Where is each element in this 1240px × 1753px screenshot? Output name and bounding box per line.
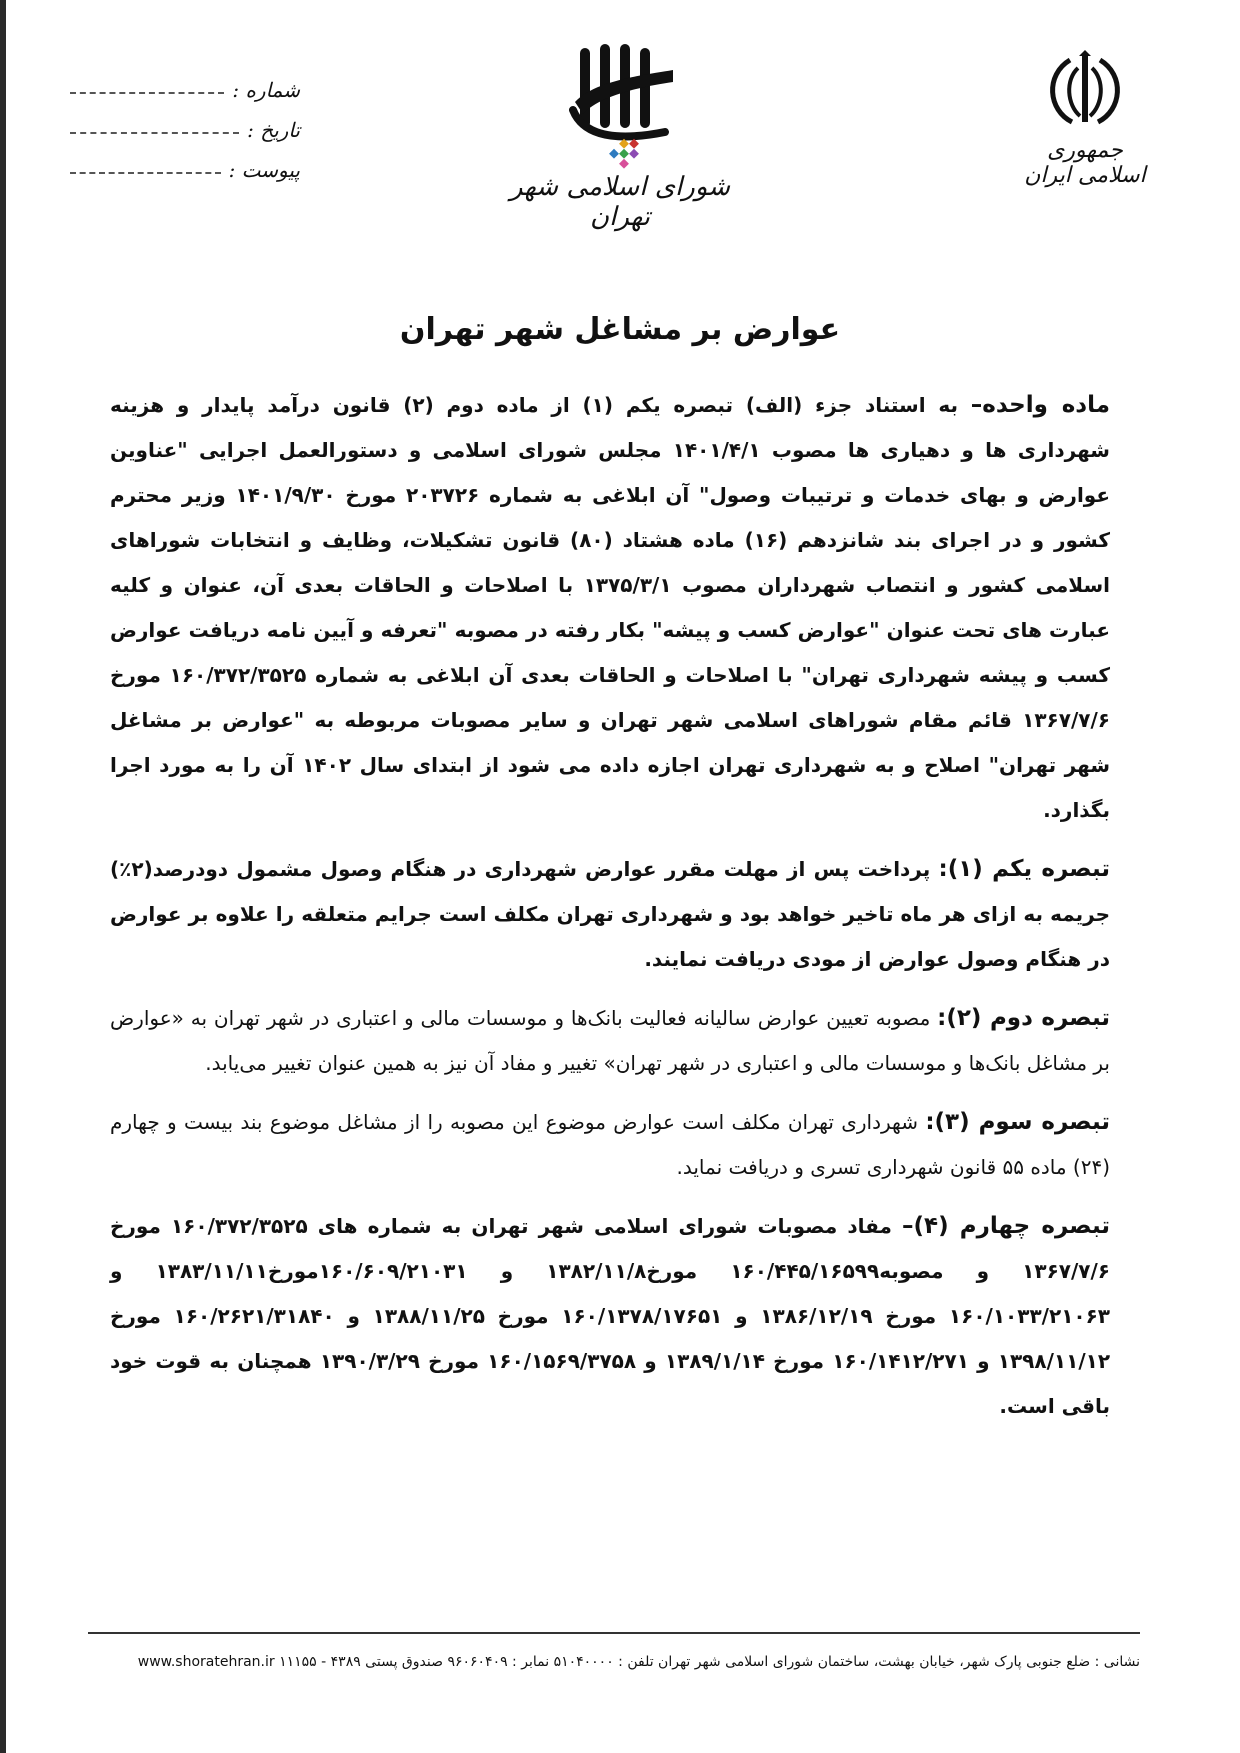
paragraph-text: مصوبه تعیین عوارض سالیانه فعالیت بانک‌ها و موسسات مالی و اعتباری در شهر تهران به «عوارض بر مشاغل بانک‌ها و موسسات مالی و اعتباری در شهر تهران» تغییر و مفاد آن نیز به همین عنوان تغییر می‌یابد. [110,1006,1110,1075]
note-4-paragraph [110,1204,1110,1429]
paragraph-heading: تبصره دوم (۲): [937,1005,1110,1031]
council-name: شورای اسلامی شهر تهران [509,172,731,232]
document-title: عوارض بر مشاغل شهر تهران [399,312,841,347]
note-2-paragraph [110,996,1110,1086]
document-body [110,383,1110,1443]
paragraph-heading: ماده واحده– [970,392,1110,418]
attachment-field [70,172,221,174]
paragraph-heading: تبصره چهارم (۴)– [902,1213,1110,1239]
date-row [70,110,300,150]
emblem-caption: جمهوری اسلامی ایران [1024,138,1146,188]
date-field [70,132,239,134]
council-logo-icon [555,40,685,170]
iran-emblem-icon [1040,50,1130,130]
iran-emblem [1010,50,1160,188]
number-label: شماره : [232,78,300,102]
council-logo [500,40,740,240]
paragraph-heading: تبصره یکم (۱): [938,856,1110,882]
letter-meta [70,70,300,190]
attachment-row [70,150,300,190]
scan-edge [0,0,6,1753]
paragraph-text: شهرداری تهران مکلف است عوارض موضوع این مصوبه را از مشاغل موضوع بند بیست و چهارم (۲۴) ماده ۵۵ قانون شهرداری تسری و دریافت نماید. [110,1110,1110,1179]
number-row [70,70,300,110]
note-1-paragraph [110,847,1110,982]
footer-address: نشانی : ضلع جنوبی پارک شهر، خیابان بهشت، ساختمان شورای اسلامی شهر تهران تلفن : ۵۱۰۴۰۰۰۰ نمابر : ۹۶۰۶۰۴۰۹ صندوق پستی ۴۳۸۹ - ۱۱۱۵۵ www.shoratehran.ir [137,1654,1140,1670]
footer-divider [88,1632,1140,1634]
attachment-label: پیوست : [228,158,300,182]
number-field [70,92,224,94]
paragraph-text: مفاد مصوبات شورای اسلامی شهر تهران به شماره های ۱۶۰/۳۷۲/۳۵۲۵ مورخ ۱۳۶۷/۷/۶ و مصوبه۱۶۰/۴۴۵/۱۶۵۹۹ مورخ۱۳۸۲/۱۱/۸ و ۱۶۰/۶۰۹/۲۱۰۳۱مورخ۱۳۸۳/۱۱/۱۱ و ۱۶۰/۱۰۳۳/۲۱۰۶۳ مورخ ۱۳۸۶/۱۲/۱۹ و ۱۶۰/۱۳۷۸/۱۷۶۵۱ مورخ ۱۳۸۸/۱۱/۲۵ و ۱۶۰/۲۶۲۱/۳۱۸۴۰ مورخ ۱۳۹۸/۱۱/۱۲ و ۱۶۰/۱۴۱۲/۲۷۱ مورخ ۱۳۸۹/۱/۱۴ و ۱۶۰/۱۵۶۹/۳۷۵۸ مورخ ۱۳۹۰/۳/۲۹ همچنان به قوت خود باقی است. [110,1214,1111,1418]
article-paragraph [110,383,1110,833]
date-label: تاریخ : [247,118,300,142]
paragraph-text: به استناد جزء (الف) تبصره یکم (۱) از ماده دوم (۲) قانون درآمد پایدار و هزینه شهرداری ها و دهیاری ها مصوب ۱۴۰۱/۴/۱ مجلس شورای اسلامی و دستورالعمل اجرایی "عناوین عوارض و بهای خدمات و ترتیبات وصول" آن ابلاغی به شماره ۲۰۳۷۲۶ مورخ ۱۴۰۱/۹/۳۰ وزیر محترم کشور و در اجرای بند شانزدهم (۱۶) ماده هشتاد (۸۰) قانون تشکیلات، وظایف و انتخابات شوراهای اسلامی کشور و انتصاب شهرداران مصوب ۱۳۷۵/۳/۱ با اصلاحات و الحاقات بعدی آن، عنوان و کلیه عبارت های تحت عنوان "عوارض کسب و پیشه" بکار رفته در مصوبه "تعرفه و آیین نامه دریافت عوارض کسب و پیشه شهرداری تهران" با اصلاحات و الحاقات بعدی آن ابلاغی به شماره ۱۶۰/۳۷۲/۳۵۲۵ مورخ ۱۳۶۷/۷/۶ قائم مقام شوراهای اسلامی شهر تهران و سایر مصوبات مربوطه به "عوارض بر مشاغل شهر تهران" اصلاح و به شهرداری تهران اجازه داده می شود از ابتدای سال ۱۴۰۲ آن را به مورد اجرا بگذارد. [110,393,1111,822]
paragraph-heading: تبصره سوم (۳): [925,1109,1110,1135]
paragraph-text: پرداخت پس از مهلت مقرر عوارض شهرداری در هنگام وصول مشمول دودرصد(۲٪) جریمه به ازای هر ماه تاخیر خواهد بود و شهرداری تهران مکلف است جرایم متعلقه را علاوه بر عوارض در هنگام وصول عوارض از مودی دریافت نمایند. [110,857,1110,971]
note-3-paragraph [110,1100,1110,1190]
